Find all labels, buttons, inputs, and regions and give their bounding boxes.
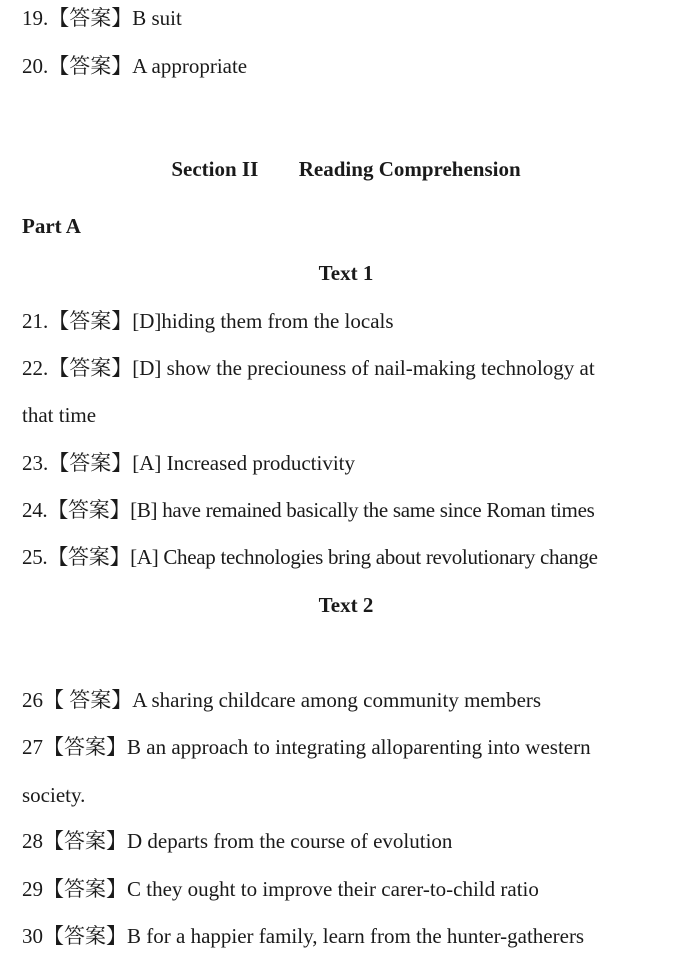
answer-21: 21.【答案】[D]hiding them from the locals <box>22 309 394 333</box>
answer-22-cont: that time <box>22 403 97 427</box>
answer-20: 20.【答案】A appropriate <box>22 54 248 78</box>
part-heading: Part A <box>22 214 81 238</box>
answer-29: 29【答案】C they ought to improve their carer-to-child ratio <box>22 877 539 901</box>
text1-heading: Text 1 <box>318 261 374 285</box>
section-number: Section II <box>171 157 259 181</box>
answer-26: 26【 答案】A sharing childcare among community members <box>22 688 542 712</box>
answer-30: 30【答案】B for a happier family, learn from the hunter-gatherers <box>22 924 585 948</box>
answer-23: 23.【答案】[A] Increased productivity <box>22 451 355 475</box>
answer-24: 24.【答案】[B] have remained basically the same since Roman times <box>22 498 595 522</box>
answer-22: 22.【答案】[D] show the preciouness of nail-making technology at <box>22 356 595 380</box>
answer-19: 19.【答案】B suit <box>22 6 182 30</box>
text2-heading: Text 2 <box>318 593 374 617</box>
answer-28: 28【答案】D departs from the course of evolution <box>22 829 453 853</box>
answer-27: 27【答案】B an approach to integrating alloparenting into western <box>22 735 591 759</box>
answer-27-cont: society. <box>22 783 86 807</box>
section-title: Reading Comprehension <box>298 157 521 181</box>
section-heading <box>0 156 692 182</box>
answer-25: 25.【答案】[A] Cheap technologies bring about revolutionary change <box>22 545 598 569</box>
